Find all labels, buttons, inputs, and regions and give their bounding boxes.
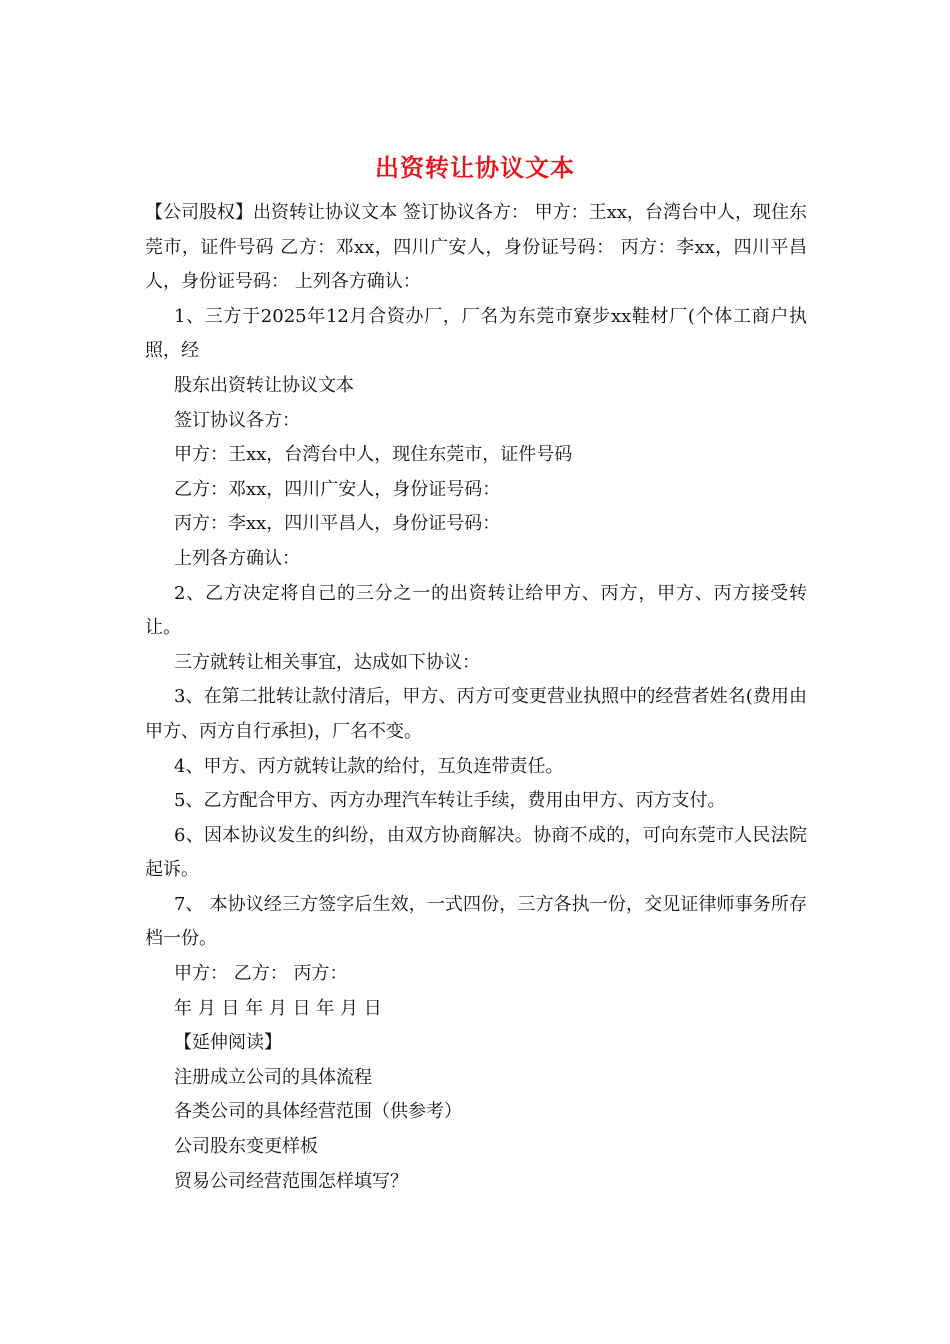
further-reading-item: 注册成立公司的具体流程 bbox=[174, 1066, 372, 1088]
paragraph: 6、因本协议发生的纠纷，由双方协商解决。协商不成的，可向东莞市人民法院起诉。 bbox=[145, 824, 807, 881]
paragraph: 1、三方于2025年12月合资办厂，厂名为东莞市寮步xx鞋材厂(个体工商户执照，经 bbox=[145, 305, 807, 362]
paragraph: 2、乙方决定将自己的三分之一的出资转让给甲方、丙方，甲方、丙方接受转让。 bbox=[145, 582, 807, 639]
further-reading-item: 公司股东变更样板 bbox=[174, 1136, 318, 1158]
paragraph: 上列各方确认： bbox=[174, 547, 300, 569]
paragraph: 乙方：邓xx，四川广安人，身份证号码： bbox=[174, 478, 501, 500]
paragraph: 签订协议各方： bbox=[174, 409, 300, 431]
paragraph: 5、乙方配合甲方、丙方办理汽车转让手续，费用由甲方、丙方支付。 bbox=[174, 790, 726, 812]
further-reading-heading: 【延伸阅读】 bbox=[174, 1032, 282, 1054]
paragraph: 3、在第二批转让款付清后，甲方、丙方可变更营业执照中的经营者姓名(费用由甲方、丙方自行承担)，厂名不变。 bbox=[145, 686, 807, 742]
date-line: 年 月 日 年 月 日 年 月 日 bbox=[174, 997, 382, 1019]
paragraph: 丙方：李xx，四川平昌人，身份证号码： bbox=[174, 513, 501, 535]
paragraph: 【公司股权】出资转让协议文本 签订协议各方： 甲方：王xx，台湾台中人，现住东莞市，证件号码 乙方：邓xx，四川广安人，身份证号码： 丙方：李xx，四川平昌人，身份证号码： 上列各方确认： bbox=[145, 202, 807, 293]
paragraph: 三方就转让相关事宜，达成如下协议： bbox=[174, 651, 480, 673]
paragraph: 股东出资转让协议文本 bbox=[174, 374, 354, 396]
signature-line: 甲方： 乙方： 丙方： bbox=[174, 963, 348, 985]
document-title: 出资转让协议文本 bbox=[375, 153, 575, 182]
paragraph: 4、甲方、丙方就转让款的给付，互负连带责任。 bbox=[174, 755, 564, 777]
paragraph: 7、 本协议经三方签字后生效，一式四份，三方各执一份，交见证律师事务所存档一份。 bbox=[145, 893, 807, 950]
paragraph: 甲方：王xx，台湾台中人，现住东莞市，证件号码 bbox=[174, 444, 573, 466]
further-reading-item: 贸易公司经营范围怎样填写？ bbox=[174, 1170, 408, 1192]
document-body bbox=[145, 196, 807, 1199]
further-reading-item: 各类公司的具体经营范围（供参考） bbox=[174, 1101, 462, 1123]
